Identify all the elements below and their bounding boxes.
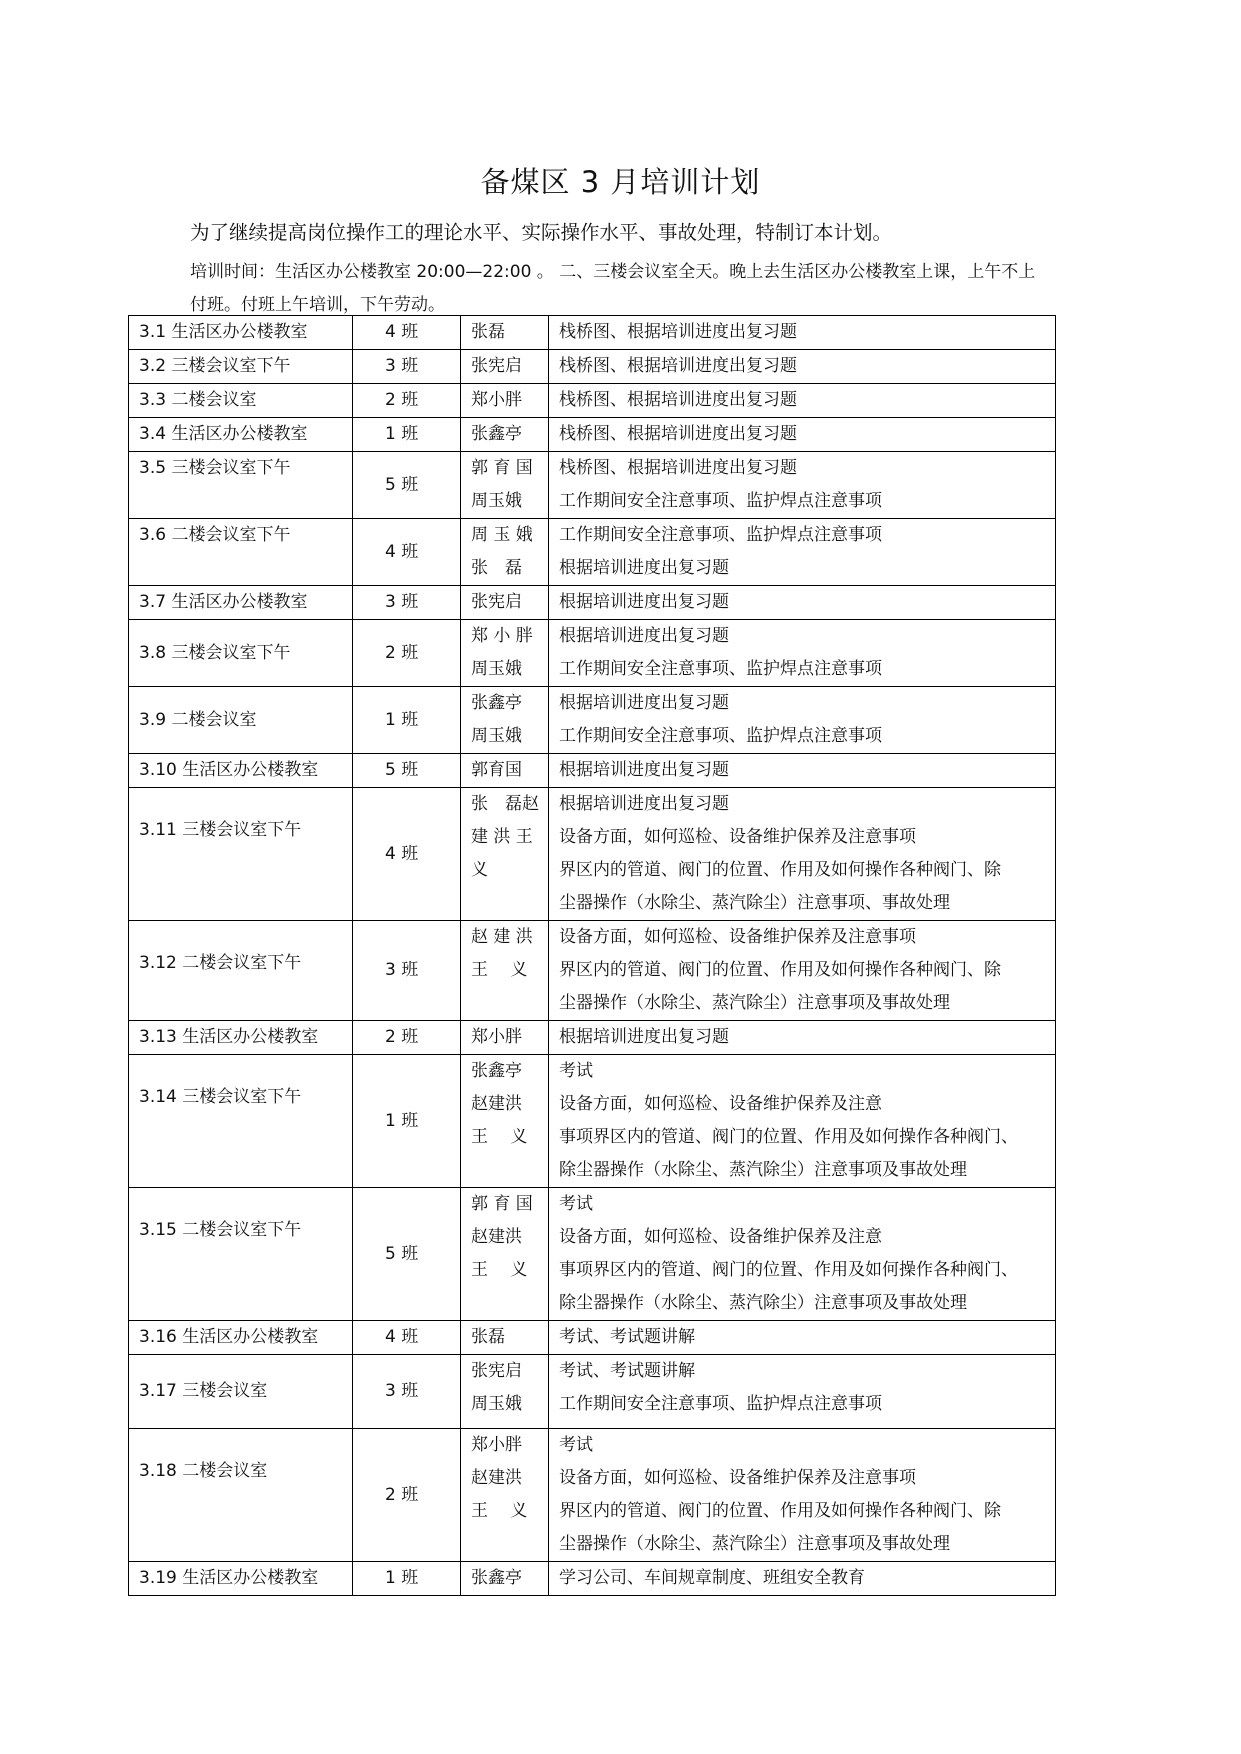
cell-date-location: 3.19 生活区办公楼教室 (129, 1562, 353, 1596)
content-line: 界区内的管道、阀门的位置、作用及如何操作各种阀门、除 (559, 860, 1001, 880)
content-line: 设备方面，如何巡检、设备维护保养及注意事项 (559, 927, 916, 947)
teacher-name: 张鑫亭 (471, 1061, 522, 1081)
content-line: 考试 (559, 1194, 593, 1214)
training-schedule-table (128, 315, 1056, 1596)
content-line: 尘器操作（水除尘、蒸汽除尘）注意事项及事故处理 (559, 1534, 950, 1554)
content-line: 工作期间安全注意事项、监护焊点注意事项 (559, 659, 882, 679)
teacher-name: 周玉娥 (471, 659, 522, 679)
content-line: 根据培训进度出复习题 (559, 626, 729, 646)
content-line: 根据培训进度出复习题 (559, 1027, 729, 1047)
document-title: 备煤区 3 月培训计划 (480, 165, 761, 199)
teacher-name: 王 义 (471, 1127, 528, 1147)
table-row (129, 350, 1056, 384)
content-line: 根据培训进度出复习题 (559, 558, 729, 578)
table-row (129, 754, 1056, 788)
content-line: 工作期间安全注意事项、监护焊点注意事项 (559, 525, 882, 545)
content-line: 设备方面，如何巡检、设备维护保养及注意事项 (559, 1468, 916, 1488)
content-line: 根据培训进度出复习题 (559, 760, 729, 780)
table-row (129, 519, 1056, 586)
teacher-name: 张磊 (471, 322, 505, 342)
teacher-name: 赵 建 洪 (471, 927, 533, 947)
content-line: 设备方面，如何巡检、设备维护保养及注意 (559, 1094, 882, 1114)
cell-class: 4 班 (353, 788, 461, 921)
cell-class: 3 班 (353, 1355, 461, 1429)
cell-teachers (461, 452, 549, 519)
cell-date-location: 3.2 三楼会议室下午 (129, 350, 353, 384)
cell-class: 2 班 (353, 1021, 461, 1055)
cell-date-location: 3.5 三楼会议室下午 (129, 452, 353, 519)
teacher-name: 张 磊 (471, 558, 522, 578)
content-line: 设备方面，如何巡检、设备维护保养及注意事项 (559, 827, 916, 847)
teacher-name: 郑小胖 (471, 390, 522, 410)
content-line: 栈桥图、根据培训进度出复习题 (559, 356, 797, 376)
teacher-name: 郑 小 胖 (471, 626, 533, 646)
cell-date-location: 3.16 生活区办公楼教室 (129, 1321, 353, 1355)
content-line: 根据培训进度出复习题 (559, 794, 729, 814)
cell-date-location: 3.4 生活区办公楼教室 (129, 418, 353, 452)
cell-teachers (461, 1355, 549, 1429)
cell-date-location: 3.7 生活区办公楼教室 (129, 586, 353, 620)
cell-class: 1 班 (353, 1562, 461, 1596)
content-line: 根据培训进度出复习题 (559, 592, 729, 612)
cell-teachers (461, 1055, 549, 1188)
cell-class: 4 班 (353, 519, 461, 586)
cell-content (549, 586, 1056, 620)
cell-date-location: 3.9 二楼会议室 (129, 687, 353, 754)
table-row (129, 452, 1056, 519)
teacher-name: 张鑫亭 (471, 424, 522, 444)
cell-teachers (461, 788, 549, 921)
content-line: 学习公司、车间规章制度、班组安全教育 (559, 1568, 865, 1588)
content-line: 考试、考试题讲解 (559, 1361, 695, 1381)
cell-teachers (461, 620, 549, 687)
intro-paragraph: 为了继续提高岗位操作工的理论水平、实际操作水平、事故处理，特制订本计划。 (190, 221, 893, 244)
table-row (129, 316, 1056, 350)
table-row (129, 1429, 1056, 1562)
cell-class: 4 班 (353, 316, 461, 350)
content-line: 工作期间安全注意事项、监护焊点注意事项 (559, 1394, 882, 1414)
cell-date-location: 3.14 三楼会议室下午 (129, 1055, 353, 1188)
cell-class: 2 班 (353, 1429, 461, 1562)
cell-class: 1 班 (353, 418, 461, 452)
cell-teachers (461, 1021, 549, 1055)
content-line: 工作期间安全注意事项、监护焊点注意事项 (559, 491, 882, 511)
cell-content (549, 1021, 1056, 1055)
cell-content (549, 1321, 1056, 1355)
content-line: 除尘器操作（水除尘、蒸汽除尘）注意事项及事故处理 (559, 1293, 967, 1313)
cell-class: 5 班 (353, 452, 461, 519)
content-line: 除尘器操作（水除尘、蒸汽除尘）注意事项及事故处理 (559, 1160, 967, 1180)
teacher-name: 郭育国 (471, 760, 522, 780)
table-row (129, 586, 1056, 620)
cell-teachers (461, 316, 549, 350)
teacher-name: 王 义 (471, 960, 528, 980)
cell-content (549, 1188, 1056, 1321)
teacher-name: 赵建洪 (471, 1094, 522, 1114)
teacher-name: 张磊 (471, 1327, 505, 1347)
teacher-name: 张宪启 (471, 356, 522, 376)
cell-class: 4 班 (353, 1321, 461, 1355)
cell-date-location: 3.1 生活区办公楼教室 (129, 316, 353, 350)
training-time-line-1: 培训时间：生活区办公楼教室 20:00—22:00 。 二、三楼会议室全天。晚上去生活区办公楼教室上课，上午不上 (190, 262, 1036, 282)
content-line: 设备方面，如何巡检、设备维护保养及注意 (559, 1227, 882, 1247)
cell-teachers (461, 1188, 549, 1321)
content-line: 界区内的管道、阀门的位置、作用及如何操作各种阀门、除 (559, 960, 1001, 980)
cell-teachers (461, 687, 549, 754)
teacher-name: 建 洪 王 (471, 827, 533, 847)
teacher-name: 张 磊赵 (471, 794, 539, 814)
teacher-name: 张鑫亭 (471, 1568, 522, 1588)
teacher-name: 郑小胖 (471, 1435, 522, 1455)
cell-class: 3 班 (353, 586, 461, 620)
cell-content (549, 1055, 1056, 1188)
cell-date-location: 3.10 生活区办公楼教室 (129, 754, 353, 788)
teacher-name: 赵建洪 (471, 1468, 522, 1488)
content-line: 考试 (559, 1435, 593, 1455)
table-row (129, 1321, 1056, 1355)
cell-teachers (461, 921, 549, 1021)
teacher-name: 郭 育 国 (471, 1194, 533, 1214)
cell-date-location: 3.18 二楼会议室 (129, 1429, 353, 1562)
cell-date-location: 3.8 三楼会议室下午 (129, 620, 353, 687)
content-line: 栈桥图、根据培训进度出复习题 (559, 322, 797, 342)
teacher-name: 王 义 (471, 1260, 528, 1280)
table-row (129, 620, 1056, 687)
table-row (129, 1188, 1056, 1321)
cell-teachers (461, 754, 549, 788)
content-line: 尘器操作（水除尘、蒸汽除尘）注意事项及事故处理 (559, 993, 950, 1013)
cell-content (549, 452, 1056, 519)
content-line: 考试、考试题讲解 (559, 1327, 695, 1347)
teacher-name: 周玉娥 (471, 491, 522, 511)
cell-content (549, 519, 1056, 586)
training-time-paragraph (190, 256, 1135, 322)
teacher-name: 周 玉 娥 (471, 525, 533, 545)
cell-date-location: 3.13 生活区办公楼教室 (129, 1021, 353, 1055)
cell-teachers (461, 418, 549, 452)
cell-class: 5 班 (353, 754, 461, 788)
content-line: 栈桥图、根据培训进度出复习题 (559, 390, 797, 410)
content-line: 根据培训进度出复习题 (559, 693, 729, 713)
cell-content (549, 316, 1056, 350)
cell-content (549, 754, 1056, 788)
teacher-name: 张鑫亭 (471, 693, 522, 713)
content-line: 栈桥图、根据培训进度出复习题 (559, 458, 797, 478)
table-row (129, 1055, 1056, 1188)
cell-teachers (461, 586, 549, 620)
cell-content (549, 620, 1056, 687)
teacher-name: 周玉娥 (471, 1394, 522, 1414)
content-line: 事项界区内的管道、阀门的位置、作用及如何操作各种阀门、 (559, 1127, 1018, 1147)
cell-class: 1 班 (353, 687, 461, 754)
cell-class: 1 班 (353, 1055, 461, 1188)
cell-content (549, 418, 1056, 452)
teacher-name: 义 (471, 860, 488, 880)
cell-content (549, 1429, 1056, 1562)
cell-class: 2 班 (353, 384, 461, 418)
cell-date-location: 3.17 三楼会议室 (129, 1355, 353, 1429)
table-row (129, 418, 1056, 452)
cell-content (549, 384, 1056, 418)
cell-content (549, 1562, 1056, 1596)
cell-date-location: 3.12 二楼会议室下午 (129, 921, 353, 1021)
content-line: 考试 (559, 1061, 593, 1081)
cell-teachers (461, 1321, 549, 1355)
teacher-name: 郭 育 国 (471, 458, 533, 478)
teacher-name: 张宪启 (471, 592, 522, 612)
cell-content (549, 687, 1056, 754)
table-row (129, 687, 1056, 754)
cell-class: 3 班 (353, 921, 461, 1021)
teacher-name: 周玉娥 (471, 726, 522, 746)
cell-content (549, 921, 1056, 1021)
table-row (129, 1355, 1056, 1429)
cell-date-location: 3.3 二楼会议室 (129, 384, 353, 418)
content-line: 工作期间安全注意事项、监护焊点注意事项 (559, 726, 882, 746)
table-row (129, 921, 1056, 1021)
content-line: 栈桥图、根据培训进度出复习题 (559, 424, 797, 444)
cell-teachers (461, 350, 549, 384)
cell-date-location: 3.15 二楼会议室下午 (129, 1188, 353, 1321)
table-row (129, 1562, 1056, 1596)
cell-content (549, 788, 1056, 921)
cell-class: 5 班 (353, 1188, 461, 1321)
content-line: 尘器操作（水除尘、蒸汽除尘）注意事项、事故处理 (559, 893, 950, 913)
cell-teachers (461, 1429, 549, 1562)
training-time-line-2: 付班。付班上午培训，下午劳动。 (190, 295, 445, 315)
cell-class: 3 班 (353, 350, 461, 384)
cell-content (549, 350, 1056, 384)
table-row (129, 788, 1056, 921)
cell-date-location: 3.6 二楼会议室下午 (129, 519, 353, 586)
schedule-body (129, 316, 1056, 1596)
table-row (129, 1021, 1056, 1055)
content-line: 事项界区内的管道、阀门的位置、作用及如何操作各种阀门、 (559, 1260, 1018, 1280)
cell-date-location: 3.11 三楼会议室下午 (129, 788, 353, 921)
teacher-name: 王 义 (471, 1501, 528, 1521)
cell-class: 2 班 (353, 620, 461, 687)
cell-teachers (461, 1562, 549, 1596)
teacher-name: 张宪启 (471, 1361, 522, 1381)
cell-content (549, 1355, 1056, 1429)
teacher-name: 郑小胖 (471, 1027, 522, 1047)
content-line: 界区内的管道、阀门的位置、作用及如何操作各种阀门、除 (559, 1501, 1001, 1521)
table-row (129, 384, 1056, 418)
teacher-name: 赵建洪 (471, 1227, 522, 1247)
cell-teachers (461, 384, 549, 418)
cell-teachers (461, 519, 549, 586)
